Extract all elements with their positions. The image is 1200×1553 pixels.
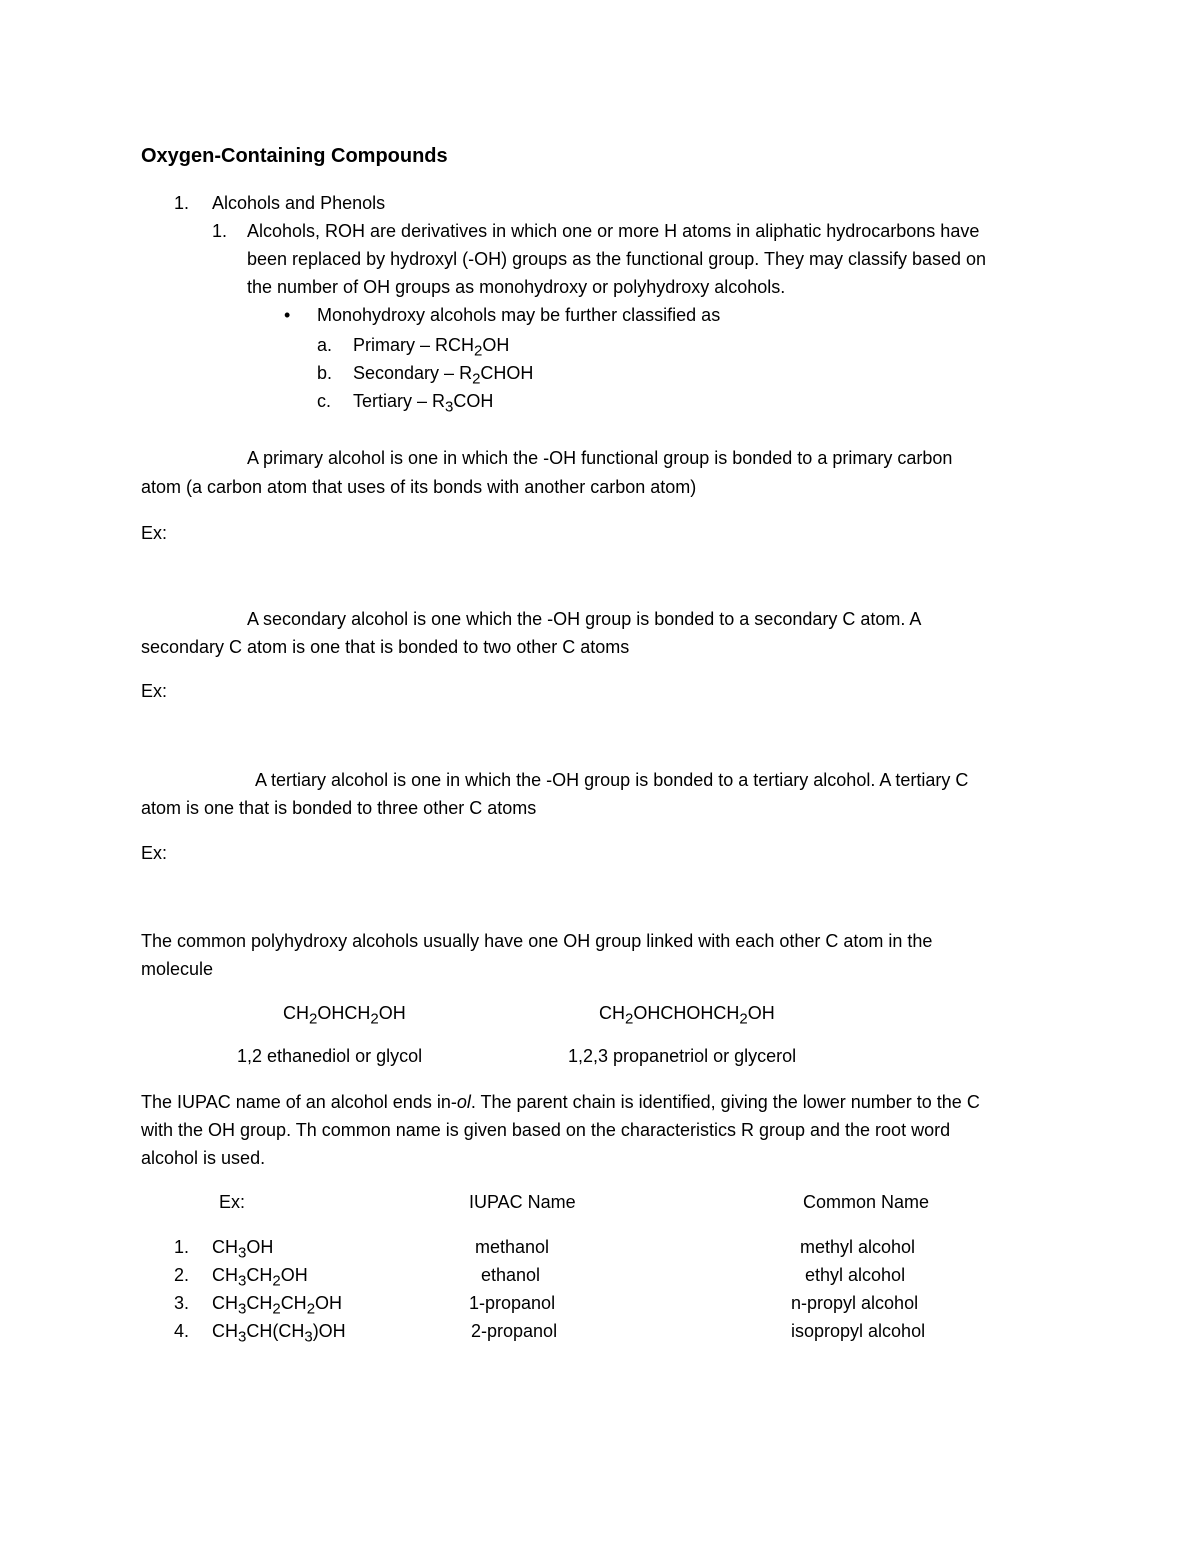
secondary-example: Ex: (141, 681, 168, 701)
table-row-formula: $CH_3OH$ (212, 1237, 274, 1262)
table-row-number: 2. (174, 1265, 190, 1285)
poly-paragraph: molecule (141, 959, 214, 979)
secondary-paragraph: secondary C atom is one that is bonded to two other C atoms (141, 637, 630, 657)
subitem-marker: c. (317, 391, 332, 411)
item-line: the number of OH groups as monohydroxy or polyhydroxy alcohols. (247, 277, 786, 297)
table-row-iupac: 1-propanol (469, 1293, 556, 1313)
table-row-number: 4. (174, 1321, 190, 1341)
page-title: Oxygen-Containing Compounds (141, 145, 448, 167)
item-number: 1. (212, 221, 228, 241)
table-row-common: isopropyl alcohol (791, 1321, 926, 1341)
table-row-common: ethyl alcohol (805, 1265, 906, 1285)
table-row-iupac: ethanol (481, 1265, 541, 1285)
subitem-text: Secondary – $R_2CHOH$ (353, 363, 534, 388)
bullet-marker: • (284, 305, 291, 325)
primary-paragraph: A primary alcohol is one in which the -OH functional group is bonded to a primary carbon (247, 448, 953, 468)
table-row-number: 3. (174, 1293, 190, 1313)
table-header-iupac: IUPAC Name (469, 1192, 576, 1212)
subitem-text: Tertiary – $R_3COH$ (353, 391, 494, 416)
tertiary-paragraph: A tertiary alcohol is one in which the -OH group is bonded to a tertiary alcohol. A tertiary C (255, 770, 969, 790)
table-row-iupac: methanol (475, 1237, 550, 1257)
glycol-name: 1,2 ethanediol or glycol (237, 1046, 423, 1066)
table-row-formula: $CH_3CH_2OH$ (212, 1265, 308, 1290)
table-header-common: Common Name (803, 1192, 930, 1212)
glycol-formula: $CH_2OHCH_2OH$ (283, 1003, 406, 1028)
table-row-formula: $CH_3CH(CH_3)OH$ (212, 1321, 346, 1346)
poly-paragraph: The common polyhydroxy alcohols usually have one OH group linked with each other C atom in the (141, 931, 933, 951)
table-row-formula: $CH_3CH_2CH_2OH$ (212, 1293, 343, 1318)
item-line: Alcohols, ROH are derivatives in which one or more H atoms in aliphatic hydrocarbons have (247, 221, 980, 241)
subitem-marker: b. (317, 363, 333, 383)
glycerol-name: 1,2,3 propanetriol or glycerol (568, 1046, 797, 1066)
iupac-paragraph: alcohol is used. (141, 1148, 266, 1168)
section-label: Alcohols and Phenols (212, 193, 386, 213)
tertiary-paragraph: atom is one that is bonded to three other C atoms (141, 798, 537, 818)
section-number: 1. (174, 193, 190, 213)
table-header-ex: Ex: (219, 1192, 246, 1212)
table-row-common: n-propyl alcohol (791, 1293, 919, 1313)
subitem-text: Primary – $RCH_2OH$ (353, 335, 510, 360)
primary-example: Ex: (141, 523, 168, 543)
item-line: been replaced by hydroxyl (-OH) groups as the functional group. They may classify based on (247, 249, 987, 269)
table-row-common: methyl alcohol (800, 1237, 916, 1257)
iupac-paragraph: The IUPAC name of an alcohol ends in-ol. The parent chain is identified, giving the lower number to the C (141, 1092, 980, 1112)
bullet-text: Monohydroxy alcohols may be further classified as (317, 305, 721, 325)
tertiary-example: Ex: (141, 843, 168, 863)
subitem-marker: a. (317, 335, 333, 355)
secondary-paragraph: A secondary alcohol is one which the -OH group is bonded to a secondary C atom. A (247, 609, 922, 629)
table-row-iupac: 2-propanol (471, 1321, 558, 1341)
iupac-paragraph: with the OH group. Th common name is given based on the characteristics R group and the root word (141, 1120, 951, 1140)
primary-paragraph: atom (a carbon atom that uses of its bonds with another carbon atom) (141, 477, 697, 497)
glycerol-formula: $CH_2OHCHOHCH_2OH$ (599, 1003, 775, 1028)
table-row-number: 1. (174, 1237, 190, 1257)
